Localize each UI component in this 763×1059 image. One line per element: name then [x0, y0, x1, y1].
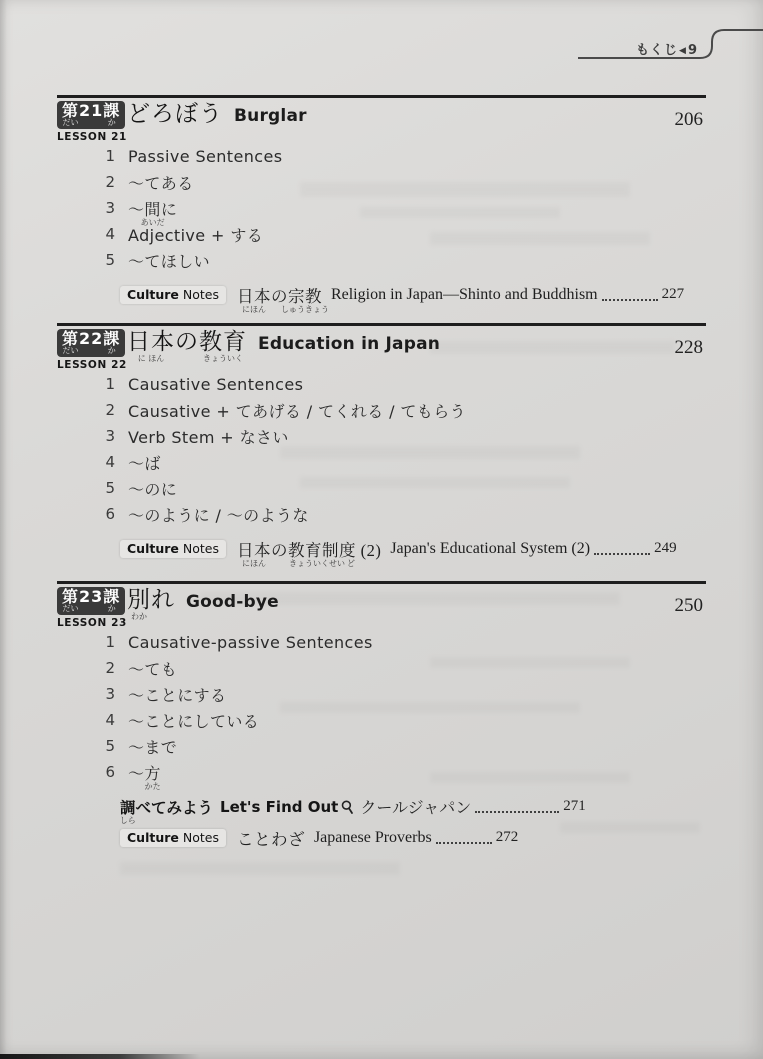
text-segment: 23: [79, 587, 104, 606]
text-segment: Passive Sentences: [128, 146, 283, 166]
lesson-label: LESSON 21: [57, 130, 127, 143]
toc-item-text: [128, 249, 210, 272]
text-segment: の: [270, 286, 288, 306]
lesson-title: [127, 587, 279, 622]
ruby-base: 日本 に ほん: [127, 329, 175, 364]
toc-item-text: [128, 761, 161, 791]
culture-notes-badge: [120, 540, 226, 558]
ruby-base: 課 か: [103, 101, 121, 128]
lesson-page-number: 206: [674, 109, 703, 130]
lesson-badge-column: [57, 329, 127, 371]
dotted-leader: [602, 299, 658, 301]
lesson-page-number: 228: [674, 337, 703, 358]
culture-badge-word-regular: Notes: [178, 287, 219, 302]
toc-item: [100, 169, 707, 195]
lesson-label: LESSON 22: [57, 358, 127, 371]
toc-item-number: 4: [105, 711, 115, 729]
furigana: に ほん: [137, 354, 165, 364]
toc-item-segments: [128, 199, 178, 227]
culture-topic-japanese: [236, 537, 382, 568]
dotted-leader: [436, 842, 492, 844]
text-segment: 〜ことにしている: [128, 711, 260, 731]
toc-item: [100, 143, 707, 169]
toc-item-text: [128, 735, 177, 758]
extra-page-number: 272: [495, 829, 519, 845]
toc-item-segments: [128, 763, 161, 791]
toc-item: [100, 475, 707, 501]
toc-item-number: 1: [105, 375, 115, 393]
toc-item-number: 2: [105, 173, 115, 191]
furigana: か: [107, 118, 116, 128]
culture-topic-english: Japanese Proverbs: [313, 828, 432, 846]
furigana: にほん: [241, 558, 266, 568]
text-segment: Verb Stem + なさい: [128, 427, 289, 447]
lesson-header: [57, 101, 707, 143]
furigana: きょういく: [203, 354, 243, 364]
lesson-header: [57, 329, 707, 371]
extra-page-number: 271: [563, 798, 586, 814]
toc-item-number: 4: [105, 453, 115, 471]
text-segment: れ: [151, 587, 175, 613]
furigana: だい: [62, 604, 79, 614]
lesson-divider-rule: [57, 323, 706, 326]
page-header-label: [636, 39, 697, 58]
lesson-title: [127, 101, 307, 129]
text-segment: 〜のように / 〜のような: [128, 505, 309, 525]
toc-item-text: [128, 375, 303, 394]
toc-item: [100, 423, 707, 449]
find-out-label-japanese: [119, 796, 214, 825]
toc-item: [100, 247, 707, 273]
toc-item-text: [128, 147, 282, 166]
toc-item-segments: [128, 686, 226, 705]
lesson-header: [57, 587, 707, 629]
lesson-badge-text: [62, 587, 121, 614]
culture-notes-badge: [120, 286, 226, 304]
ruby-base: 第 だい: [62, 329, 80, 356]
dotted-leader: [475, 811, 559, 813]
toc-item-text: [128, 683, 226, 706]
culture-notes-badge: [120, 829, 226, 847]
extra-page-number: 249: [654, 540, 677, 556]
toc-item-text: [128, 503, 309, 526]
furigana: にほん: [241, 304, 266, 314]
lesson-title-english: Good-bye: [186, 592, 279, 612]
extra-page-number: 227: [661, 286, 685, 302]
culture-topic-japanese: [237, 826, 305, 850]
furigana: だい: [62, 118, 79, 128]
text-segment: 〜ことにする: [128, 685, 227, 705]
text-segment: 〜てほしい: [128, 251, 211, 271]
text-segment: 〜まで: [128, 737, 178, 757]
lets-find-out-line: [119, 791, 707, 825]
furigana: だい: [62, 346, 79, 356]
culture-topic-english: Japan's Educational System (2): [390, 539, 591, 557]
culture-topic-jp-segments: [237, 830, 305, 849]
toc-item-number: 5: [105, 479, 115, 497]
toc-header-title: もくじ: [636, 43, 679, 58]
culture-badge-word-bold: Culture: [127, 287, 179, 302]
lesson-title-jp-segments: [127, 101, 223, 127]
ruby-base: 宗教 しゅうきょう: [280, 286, 329, 314]
text-segment: 〜: [128, 763, 145, 783]
dotted-leader: [594, 553, 650, 555]
toc-item-number: 4: [105, 225, 115, 243]
text-segment: どろぼう: [127, 101, 223, 127]
toc-item-segments: [128, 402, 466, 421]
toc-item-number: 3: [105, 427, 115, 445]
lesson-page-number: 250: [674, 595, 703, 616]
lesson-item-list: [100, 143, 707, 273]
toc-item: [100, 397, 707, 423]
find-out-jp-segments: [119, 798, 214, 825]
text-segment: ことわざ: [236, 829, 305, 849]
toc-item-number: 6: [105, 505, 115, 523]
toc-item-segments: [128, 738, 177, 757]
furigana: きょういくせい ど: [288, 558, 355, 568]
text-segment: 〜ても: [128, 659, 178, 679]
text-segment: 21: [79, 101, 104, 120]
text-segment: Adjective + する: [128, 225, 264, 245]
toc-item: [100, 707, 707, 733]
furigana: あいだ: [140, 217, 165, 227]
toc-item: [100, 195, 707, 227]
lesson-extras: [120, 533, 707, 568]
lesson-badge-column: [57, 101, 127, 143]
text-segment: 〜のに: [128, 479, 178, 499]
toc-item-segments: [128, 660, 177, 679]
ruby-base: 第 だい: [62, 101, 80, 128]
toc-item-number: 2: [105, 401, 115, 419]
ruby-base: 教育制度 きょういくせい ど: [287, 540, 356, 568]
furigana: わか: [131, 612, 147, 622]
lesson-badge-text: [62, 101, 121, 128]
culture-notes-line: [120, 279, 707, 314]
ruby-base: 第 だい: [62, 587, 80, 614]
lesson-number-badge: [57, 329, 125, 357]
text-segment: (2): [355, 540, 382, 560]
furigana: しゅうきょう: [280, 304, 329, 314]
culture-notes-line: [120, 822, 707, 853]
toc-item-number: 6: [105, 763, 115, 781]
toc-item: [100, 449, 707, 475]
toc-item-number: 3: [105, 199, 115, 217]
lesson-label: LESSON 23: [57, 616, 127, 629]
toc-item-number: 2: [105, 659, 115, 677]
bleed-through: [120, 862, 400, 875]
find-out-topic: クールジャパン: [360, 800, 472, 817]
toc-item: [100, 371, 707, 397]
lesson-title-english: Burglar: [234, 106, 307, 126]
toc-item: [100, 501, 707, 527]
toc-item: [100, 217, 707, 247]
toc-item: [100, 759, 707, 791]
book-bottom-edge: [0, 1054, 200, 1059]
culture-topic-jp-segments: [236, 286, 329, 314]
text-segment: 〜てある: [128, 173, 194, 193]
toc-item-segments: [128, 428, 289, 447]
toc-item-text: [128, 425, 289, 448]
toc-item-segments: [128, 454, 161, 473]
text-segment: の: [270, 540, 288, 560]
ruby-base: 方 かた: [144, 763, 161, 791]
toc-item-text: [128, 633, 373, 652]
text-segment: 〜ば: [128, 453, 161, 473]
toc-item-text: [128, 709, 259, 732]
lesson-badge-text: [62, 329, 121, 356]
lesson-extras: [120, 791, 707, 853]
lesson-extras: [120, 279, 707, 314]
toc-item: [100, 733, 707, 759]
page-left-edge-shadow: [0, 0, 7, 1059]
culture-badge-word-regular: Notes: [178, 830, 219, 845]
lesson-divider-rule: [57, 581, 706, 584]
find-out-label-english: Let's Find Out: [220, 797, 339, 816]
ruby-base: 調 しら: [119, 798, 136, 825]
toc-item-text: [128, 399, 466, 422]
lesson-item-list: [100, 629, 707, 791]
text-segment: に: [160, 199, 178, 219]
index-tab-line: [568, 0, 763, 70]
lesson-title-english: Education in Japan: [258, 334, 441, 354]
culture-badge-word-bold: Culture: [127, 541, 179, 556]
toc-item: [100, 655, 707, 681]
lesson-title-japanese: [127, 329, 247, 364]
toc-item-segments: [128, 506, 309, 525]
toc-item-number: 5: [105, 737, 115, 755]
magnifier-icon: [341, 800, 354, 815]
lesson-badge-column: [57, 587, 127, 629]
furigana: しら: [119, 815, 136, 825]
toc-item-number: 3: [105, 685, 115, 703]
toc-header-page-number: 9: [687, 43, 697, 58]
ruby-base: 別 わか: [127, 587, 151, 622]
lesson-title-jp-segments: [127, 329, 247, 364]
toc-item-text: [128, 477, 177, 500]
culture-badge-word-bold: Culture: [127, 830, 179, 845]
ruby-base: 課 か: [103, 329, 121, 356]
ruby-base: 日本 にほん: [236, 540, 271, 568]
toc-item: [100, 681, 707, 707]
culture-badge-word-regular: Notes: [178, 541, 219, 556]
lesson-title-japanese: [127, 101, 223, 129]
ruby-base: 間 あいだ: [140, 199, 165, 227]
arrow-left-icon: ◀: [679, 46, 687, 56]
toc-item-text: [128, 197, 178, 227]
toc-item-segments: [128, 712, 259, 731]
text-segment: Causative + てあげる / てくれる / てもらう: [128, 401, 466, 421]
lesson-title-jp-segments: [127, 587, 175, 622]
text-segment: Causative-passive Sentences: [128, 632, 373, 652]
lesson-title: [127, 329, 441, 364]
text-segment: 〜: [128, 199, 145, 219]
toc-item-segments: [128, 375, 303, 394]
text-segment: 22: [79, 329, 104, 348]
toc-item-segments: [128, 252, 210, 271]
ruby-base: 課 か: [103, 587, 121, 614]
toc-item: [100, 629, 707, 655]
lesson-number-badge: [57, 587, 125, 615]
toc-item-text: [128, 171, 194, 194]
ruby-base: 教育 きょういく: [199, 329, 247, 364]
text-segment: べてみよう: [135, 798, 214, 817]
toc-item-segments: [128, 147, 282, 166]
toc-item-text: [128, 657, 177, 680]
lesson-title-japanese: [127, 587, 175, 622]
text-segment: の: [175, 329, 199, 355]
toc-item-number: 5: [105, 251, 115, 269]
toc-item-number: 1: [105, 633, 115, 651]
culture-topic-japanese: [236, 283, 329, 314]
text-segment: Causative Sentences: [128, 374, 304, 394]
culture-topic-english: Religion in Japan—Shinto and Buddhism: [330, 285, 598, 303]
toc-item-segments: [128, 174, 194, 193]
furigana: か: [107, 604, 116, 614]
lesson-item-list: [100, 371, 707, 527]
furigana: かた: [144, 781, 161, 791]
toc-item-text: [128, 451, 161, 474]
toc-item-segments: [128, 480, 177, 499]
lesson-number-badge: [57, 101, 125, 129]
culture-notes-line: [120, 533, 707, 568]
toc-item-number: 1: [105, 147, 115, 165]
culture-topic-jp-segments: [236, 540, 382, 568]
lesson-divider-rule: [57, 95, 706, 98]
toc-item-segments: [128, 633, 373, 652]
toc-item-segments: [128, 226, 263, 245]
ruby-base: 日本 にほん: [236, 286, 271, 314]
furigana: か: [107, 346, 116, 356]
